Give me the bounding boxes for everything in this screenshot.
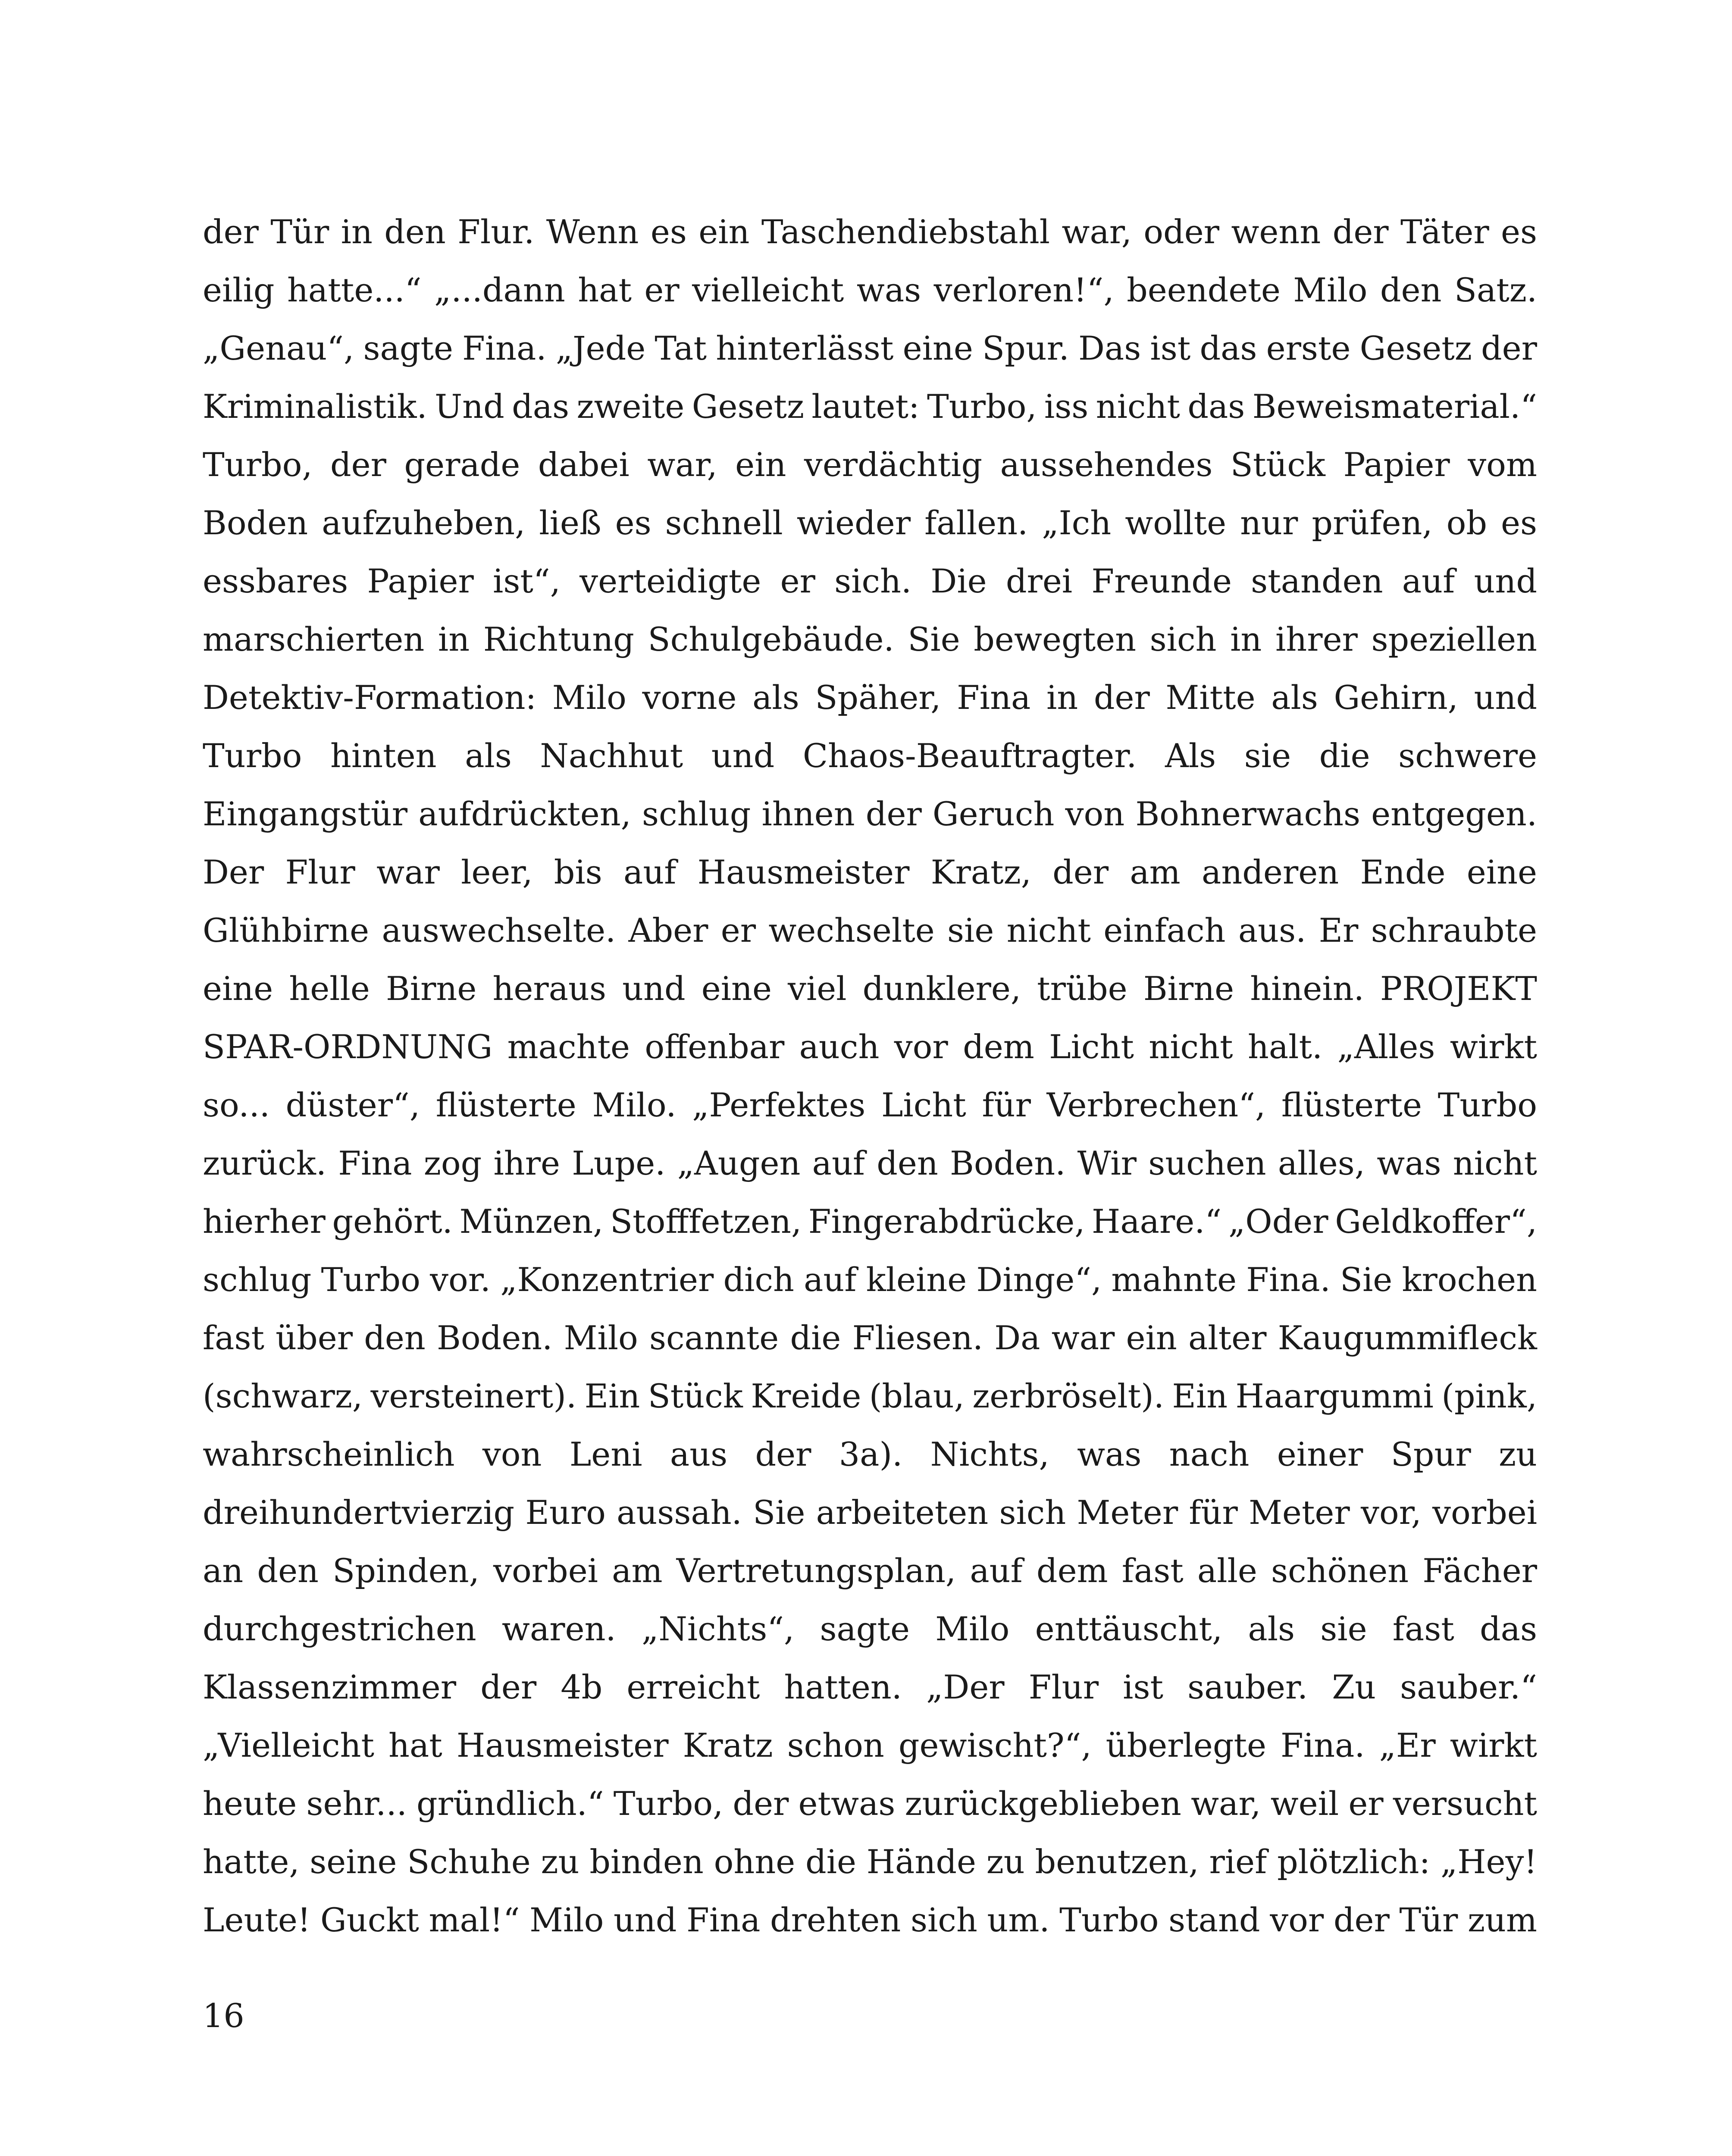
text-line: zurück. Fina zog ihre Lupe. „Augen auf den Boden. Wir suchen alles, was nicht bbox=[203, 1144, 1537, 1182]
text-line: so... düster“, flüsterte Milo. „Perfektes Licht für Verbrechen“, flüsterte Turbo bbox=[203, 1086, 1537, 1124]
text-line: SPAR-ORDNUNG machte offenbar auch vor dem Licht nicht halt. „Alles wirkt bbox=[203, 1028, 1537, 1066]
text-line: der Tür in den Flur. Wenn es ein Taschendiebstahl war, oder wenn der Täter es bbox=[203, 213, 1537, 251]
text-line: an den Spinden, vorbei am Vertretungsplan, auf dem fast alle schönen Fächer bbox=[203, 1551, 1537, 1590]
text-line: Leute! Guckt mal!“ Milo und Fina drehten sich um. Turbo stand vor der Tür zum bbox=[203, 1901, 1537, 1939]
text-line: „Vielleicht hat Hausmeister Kratz schon gewischt?“, überlegte Fina. „Er wirkt bbox=[203, 1726, 1537, 1764]
text-line: heute sehr... gründlich.“ Turbo, der etwas zurückgeblieben war, weil er versucht bbox=[203, 1784, 1537, 1823]
text-line: Detektiv-Formation: Milo vorne als Späher, Fina in der Mitte als Gehirn, und bbox=[203, 678, 1537, 717]
text-line: essbares Papier ist“, verteidigte er sich. Die drei Freunde standen auf und bbox=[203, 562, 1537, 600]
text-line: eilig hatte...“ „...dann hat er vielleicht was verloren!“, beendete Milo den Satz. bbox=[203, 271, 1537, 309]
text-line: fast über den Boden. Milo scannte die Fliesen. Da war ein alter Kaugummifleck bbox=[203, 1319, 1537, 1357]
text-line: Boden aufzuheben, ließ es schnell wieder fallen. „Ich wollte nur prüfen, ob es bbox=[203, 504, 1537, 542]
text-line: dreihundertvierzig Euro aussah. Sie arbeiteten sich Meter für Meter vor, vorbei bbox=[203, 1493, 1537, 1532]
text-line: hatte, seine Schuhe zu binden ohne die Hände zu benutzen, rief plötzlich: „Hey! bbox=[203, 1843, 1537, 1881]
text-line: Der Flur war leer, bis auf Hausmeister Kratz, der am anderen Ende eine bbox=[203, 853, 1537, 891]
page-number: 16 bbox=[203, 1996, 244, 2035]
text-line: Turbo hinten als Nachhut und Chaos-Beauftragter. Als sie die schwere bbox=[203, 736, 1537, 775]
text-line: (schwarz, versteinert). Ein Stück Kreide (blau, zerbröselt). Ein Haargummi (pink, bbox=[203, 1377, 1537, 1415]
text-line: marschierten in Richtung Schulgebäude. Sie bewegten sich in ihrer speziellen bbox=[203, 620, 1537, 658]
text-line: durchgestrichen waren. „Nichts“, sagte Milo enttäuscht, als sie fast das bbox=[203, 1610, 1537, 1648]
body-text bbox=[203, 203, 1537, 1949]
text-line: schlug Turbo vor. „Konzentrier dich auf kleine Dinge“, mahnte Fina. Sie krochen bbox=[203, 1260, 1537, 1299]
text-line: Eingangstür aufdrückten, schlug ihnen der Geruch von Bohnerwachs entgegen. bbox=[203, 795, 1537, 833]
text-line: „Genau“, sagte Fina. „Jede Tat hinterlässt eine Spur. Das ist das erste Gesetz der bbox=[203, 329, 1537, 367]
text-line: Turbo, der gerade dabei war, ein verdächtig aussehendes Stück Papier vom bbox=[203, 445, 1537, 484]
text-line: eine helle Birne heraus und eine viel dunklere, trübe Birne hinein. PROJEKT bbox=[203, 969, 1537, 1008]
text-line: Klassenzimmer der 4b erreicht hatten. „Der Flur ist sauber. Zu sauber.“ bbox=[203, 1668, 1537, 1706]
text-line: wahrscheinlich von Leni aus der 3a). Nichts, was nach einer Spur zu bbox=[203, 1435, 1537, 1473]
text-line: hierher gehört. Münzen, Stofffetzen, Fingerabdrücke, Haare.“ „Oder Geldkoffer“, bbox=[203, 1202, 1537, 1241]
text-line: Kriminalistik. Und das zweite Gesetz lautet: Turbo, iss nicht das Beweismaterial.“ bbox=[203, 387, 1537, 426]
text-line: Glühbirne auswechselte. Aber er wechselte sie nicht einfach aus. Er schraubte bbox=[203, 911, 1537, 950]
